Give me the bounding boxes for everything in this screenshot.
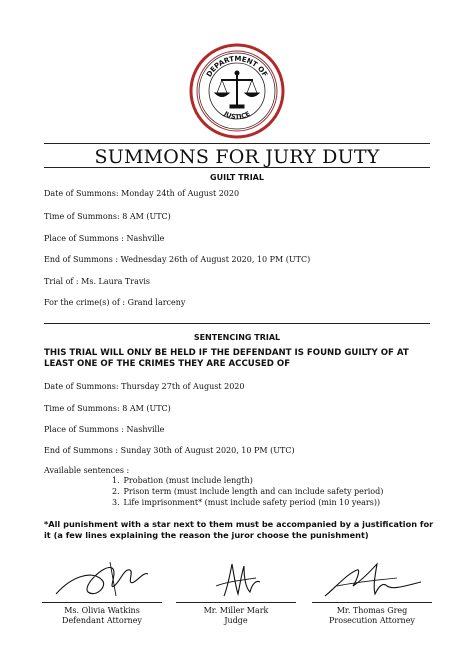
signatory-name: Mr. Miller Mark [203, 606, 269, 615]
guilt-trial-heading: GUILT TRIAL [210, 173, 264, 182]
guilt-time-label: Time of Summons: [44, 212, 120, 221]
scales-of-justice-icon [215, 71, 259, 108]
signatory-role: Judge [224, 616, 248, 625]
guilt-crime-line [44, 298, 185, 307]
guilt-date-label: Date of Summons: [44, 189, 119, 198]
list-item-number: 2. [112, 487, 120, 496]
list-item-text: Probation (must include length) [123, 476, 253, 485]
sentencing-date-line [44, 382, 244, 391]
sentencing-end-label: End of Summons : [44, 446, 119, 455]
sentence-list [112, 475, 383, 508]
seal-bottom-text: JUSTICE [222, 109, 252, 122]
sentencing-time-line [44, 404, 171, 413]
guilt-trial-of-line [44, 277, 150, 286]
list-item-number: 1. [112, 476, 120, 485]
signature-block-defendant-attorney [42, 556, 162, 626]
guilt-place-value: Nashville [126, 234, 165, 243]
list-item [112, 497, 383, 508]
list-item-text: Life imprisonment* (must include safety period (min 10 years)) [123, 498, 381, 507]
sentencing-notice: THIS TRIAL WILL ONLY BE HELD IF THE DEFENDANT IS FOUND GUILTY OF AT LEAST ONE OF THE CRIMES THEY ARE ACCUSED OF [44, 348, 409, 369]
justification-footnote: *All punishment with a star next to them must be accompanied by a justification for it (a few lines explaining the reason the juror choose the punishment) [44, 519, 434, 540]
sentencing-time-value: 8 AM (UTC) [122, 404, 171, 413]
signature-scribble [186, 556, 286, 602]
sentencing-trial-heading: SENTENCING TRIAL [193, 333, 281, 342]
list-item [112, 486, 383, 497]
signature-scribble [52, 556, 152, 602]
guilt-end-value: Wednesday 26th of August 2020, 10 PM (UTC) [120, 255, 311, 264]
signature-line [176, 602, 296, 603]
signatory-role: Prosecution Attorney [329, 616, 415, 625]
seal-top-text: DEPARTMENT OF [205, 54, 269, 79]
sentencing-date-label: Date of Summons: [44, 382, 119, 391]
title-top-rule [44, 143, 430, 144]
svg-text:JUSTICE [222, 109, 252, 121]
signatory-name: Mr. Thomas Greg [336, 606, 408, 615]
sentencing-end-line [44, 446, 295, 455]
guilt-place-label: Place of Summons : [44, 234, 124, 243]
guilt-end-line [44, 255, 310, 264]
guilt-time-value: 8 AM (UTC) [122, 212, 171, 221]
signatory-name: Ms. Olivia Watkins [64, 606, 140, 615]
guilt-place-line [44, 234, 164, 243]
page-title: SUMMONS FOR JURY DUTY [94, 146, 380, 168]
signatory-role: Defendant Attorney [62, 616, 142, 625]
sentencing-end-value: Sunday 30th of August 2020, 10 PM (UTC) [120, 446, 295, 455]
sentencing-date-value: Thursday 27th of August 2020 [121, 382, 245, 391]
guilt-date-value: Monday 24th of August 2020 [121, 189, 240, 198]
sentencing-place-value: Nashville [126, 425, 165, 434]
list-item-number: 3. [112, 498, 120, 507]
sentencing-time-label: Time of Summons: [44, 404, 120, 413]
section-divider [44, 323, 430, 324]
guilt-trial-of-value: Ms. Laura Travis [81, 277, 151, 286]
guilt-crime-label: For the crime(s) of : [44, 298, 126, 307]
department-of-justice-seal [189, 43, 285, 139]
signature-line [42, 602, 162, 603]
guilt-crime-value: Grand larceny [127, 298, 186, 307]
guilt-date-line [44, 189, 239, 198]
signature-line [312, 602, 432, 603]
guilt-trial-of-label: Trial of : [44, 277, 79, 286]
guilt-end-label: End of Summons : [44, 255, 119, 264]
sentencing-place-line [44, 425, 164, 434]
sentences-label: Available sentences : [44, 466, 130, 475]
signature-scribble [317, 556, 427, 602]
list-item [112, 475, 383, 486]
signature-block-judge [176, 556, 296, 626]
list-item-text: Prison term (must include length and can include safety period) [123, 487, 384, 496]
title-bottom-rule [44, 167, 430, 168]
sentencing-place-label: Place of Summons : [44, 425, 124, 434]
guilt-time-line [44, 212, 171, 221]
signature-block-prosecution-attorney [312, 556, 432, 626]
